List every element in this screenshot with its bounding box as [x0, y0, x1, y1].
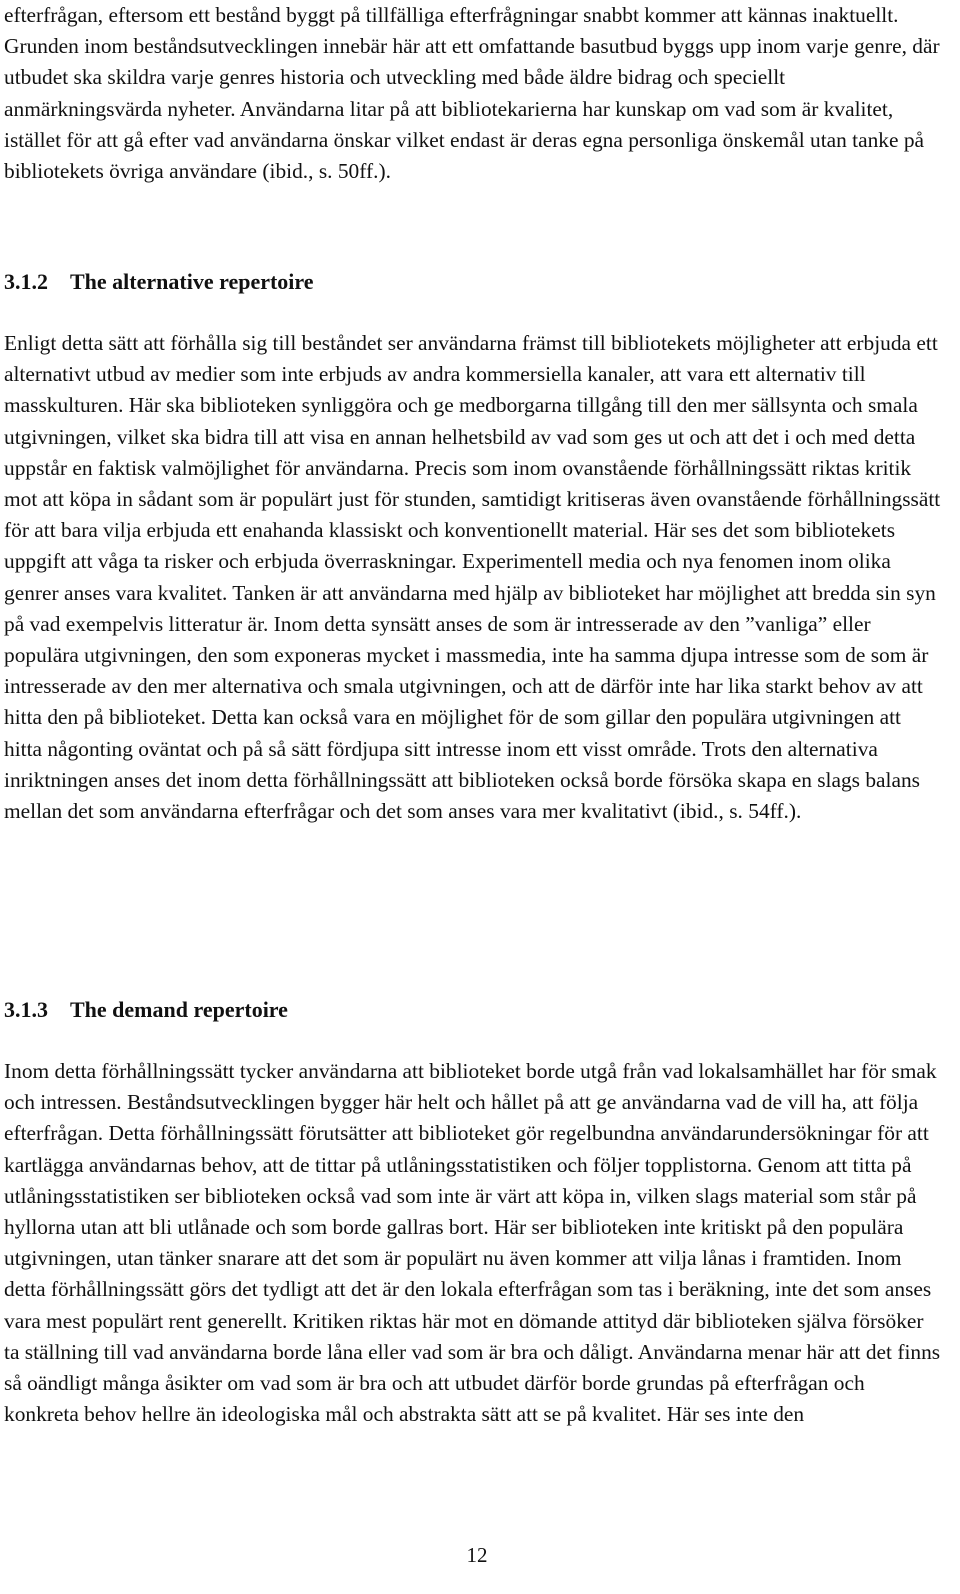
page-number: 12	[466, 1543, 488, 1567]
body-paragraph-demand-repertoire: Inom detta förhållningssätt tycker användarna att biblioteket borde utgå från vad lokalsamhället har för smak och intressen. Beståndsutvecklingen bygger här helt och hållet på att ge användarna vad de vill ha, att följa efterfrågan. Detta förhållningssätt förutsätter att biblioteket gör regelbundna användarundersökningar för att kartlägga användarnas behov, att de tittar på utlåningsstatistiken och följer topplistorna. Genom att titta på utlåningsstatistiken ser biblioteken också vad som inte är värt att köpa in, vilken slags material som står på hyllorna utan att bli utlånade och som borde gallras bort. Här ser biblioteken inte kritiskt på den populära utgivningen, utan tänker snarare att det som är populärt nu även kommer att vilja lånas i framtiden. Inom detta förhållningssätt görs det tydligt att det är den lokala efterfrågan som tas i beräkning, inte det som anses vara mest populärt rent generellt. Kritiken riktas här mot en dömande attityd där biblioteken själva försöker ta ställning till vad användarna borde låna eller vad som är bra och dåligt. Användarna menar här att det finns så oändligt många åsikter om vad som är bra och att utbudet därför borde grundas på efterfrågan och konkreta behov hellre än ideologiska mål och abstrakta sätt att se på kvalitet. Här ses inte den	[4, 1059, 941, 1427]
section-heading-alternative-repertoire	[4, 266, 314, 297]
body-paragraph-alternative-repertoire: Enligt detta sätt att förhålla sig till beståndet ser användarna främst till bibliotekets möjligheter att erbjuda ett alternativt utbud av medier som inte erbjuds av andra kommersiella kanaler, att vara ett alternativ till masskulturen. Här ska biblioteken synliggöra och ge medborgarna tillgång till den mer sällsynta och smala utgivningen, vilket ska bidra till att visa en annan helhetsbild av vad som ges ut och att det i och med detta uppstår en faktisk valmöjlighet för användarna. Precis som inom ovanstående förhållningssätt riktas kritik mot att köpa in sådant som är populärt just för stunden, samtidigt kritiseras även ovanstående förhållningssätt för att bara vilja erbjuda ett enahanda klassiskt och konventionellt material. Här ses det som bibliotekets uppgift att våga ta risker och erbjuda överraskningar. Experimentell media och nya fenomen inom olika genrer anses vara kvalitet. Tanken är att användarna med hjälp av biblioteket har möjlighet att bredda sin syn på vad exempelvis litteratur är. Inom detta synsätt anses de som är intresserade av den ”vanliga” eller populära utgivningen, den som exponeras mycket i massmedia, inte ha samma djupa intresse som de som är intresserade av den mer alternativa och smala utgivningen, och att de därför inte har lika starkt behov av att hitta den på biblioteket. Detta kan också vara en möjlighet för de som gillar den populära utgivningen att hitta någonting oväntat och på så sätt fördjupa sitt intresse inom ett visst område. Trots den alternativa inriktningen anses det inom detta förhållningssätt att biblioteken också borde försöka skapa en slags balans mellan det som användarna efterfrågar och det som anses vara mer kvalitativt (ibid., s. 54ff.).	[4, 331, 941, 824]
body-paragraph-continued: efterfrågan, eftersom ett bestånd byggt på tillfälliga efterfrågningar snabbt kommer att kännas inaktuellt. Grunden inom beståndsutvecklingen innebär här att ett omfattande basutbud byggs upp inom varje genre, där utbudet ska skildra varje genres historia och utveckling med både äldre bidrag och speciellt anmärkningsvärda nyheter. Användarna litar på att bibliotekarierna har kunskap om vad som är kvalitet, istället för att gå efter vad användarna önskar vilket endast är deras egna personliga önskemål utan tanke på bibliotekets övriga användare (ibid., s. 50ff.).	[4, 3, 940, 184]
section-number: 3.1.3	[4, 997, 48, 1022]
section-title: The demand repertoire	[70, 997, 288, 1022]
section-title: The alternative repertoire	[70, 269, 314, 294]
section-heading-demand-repertoire	[4, 994, 288, 1025]
section-number: 3.1.2	[4, 269, 48, 294]
